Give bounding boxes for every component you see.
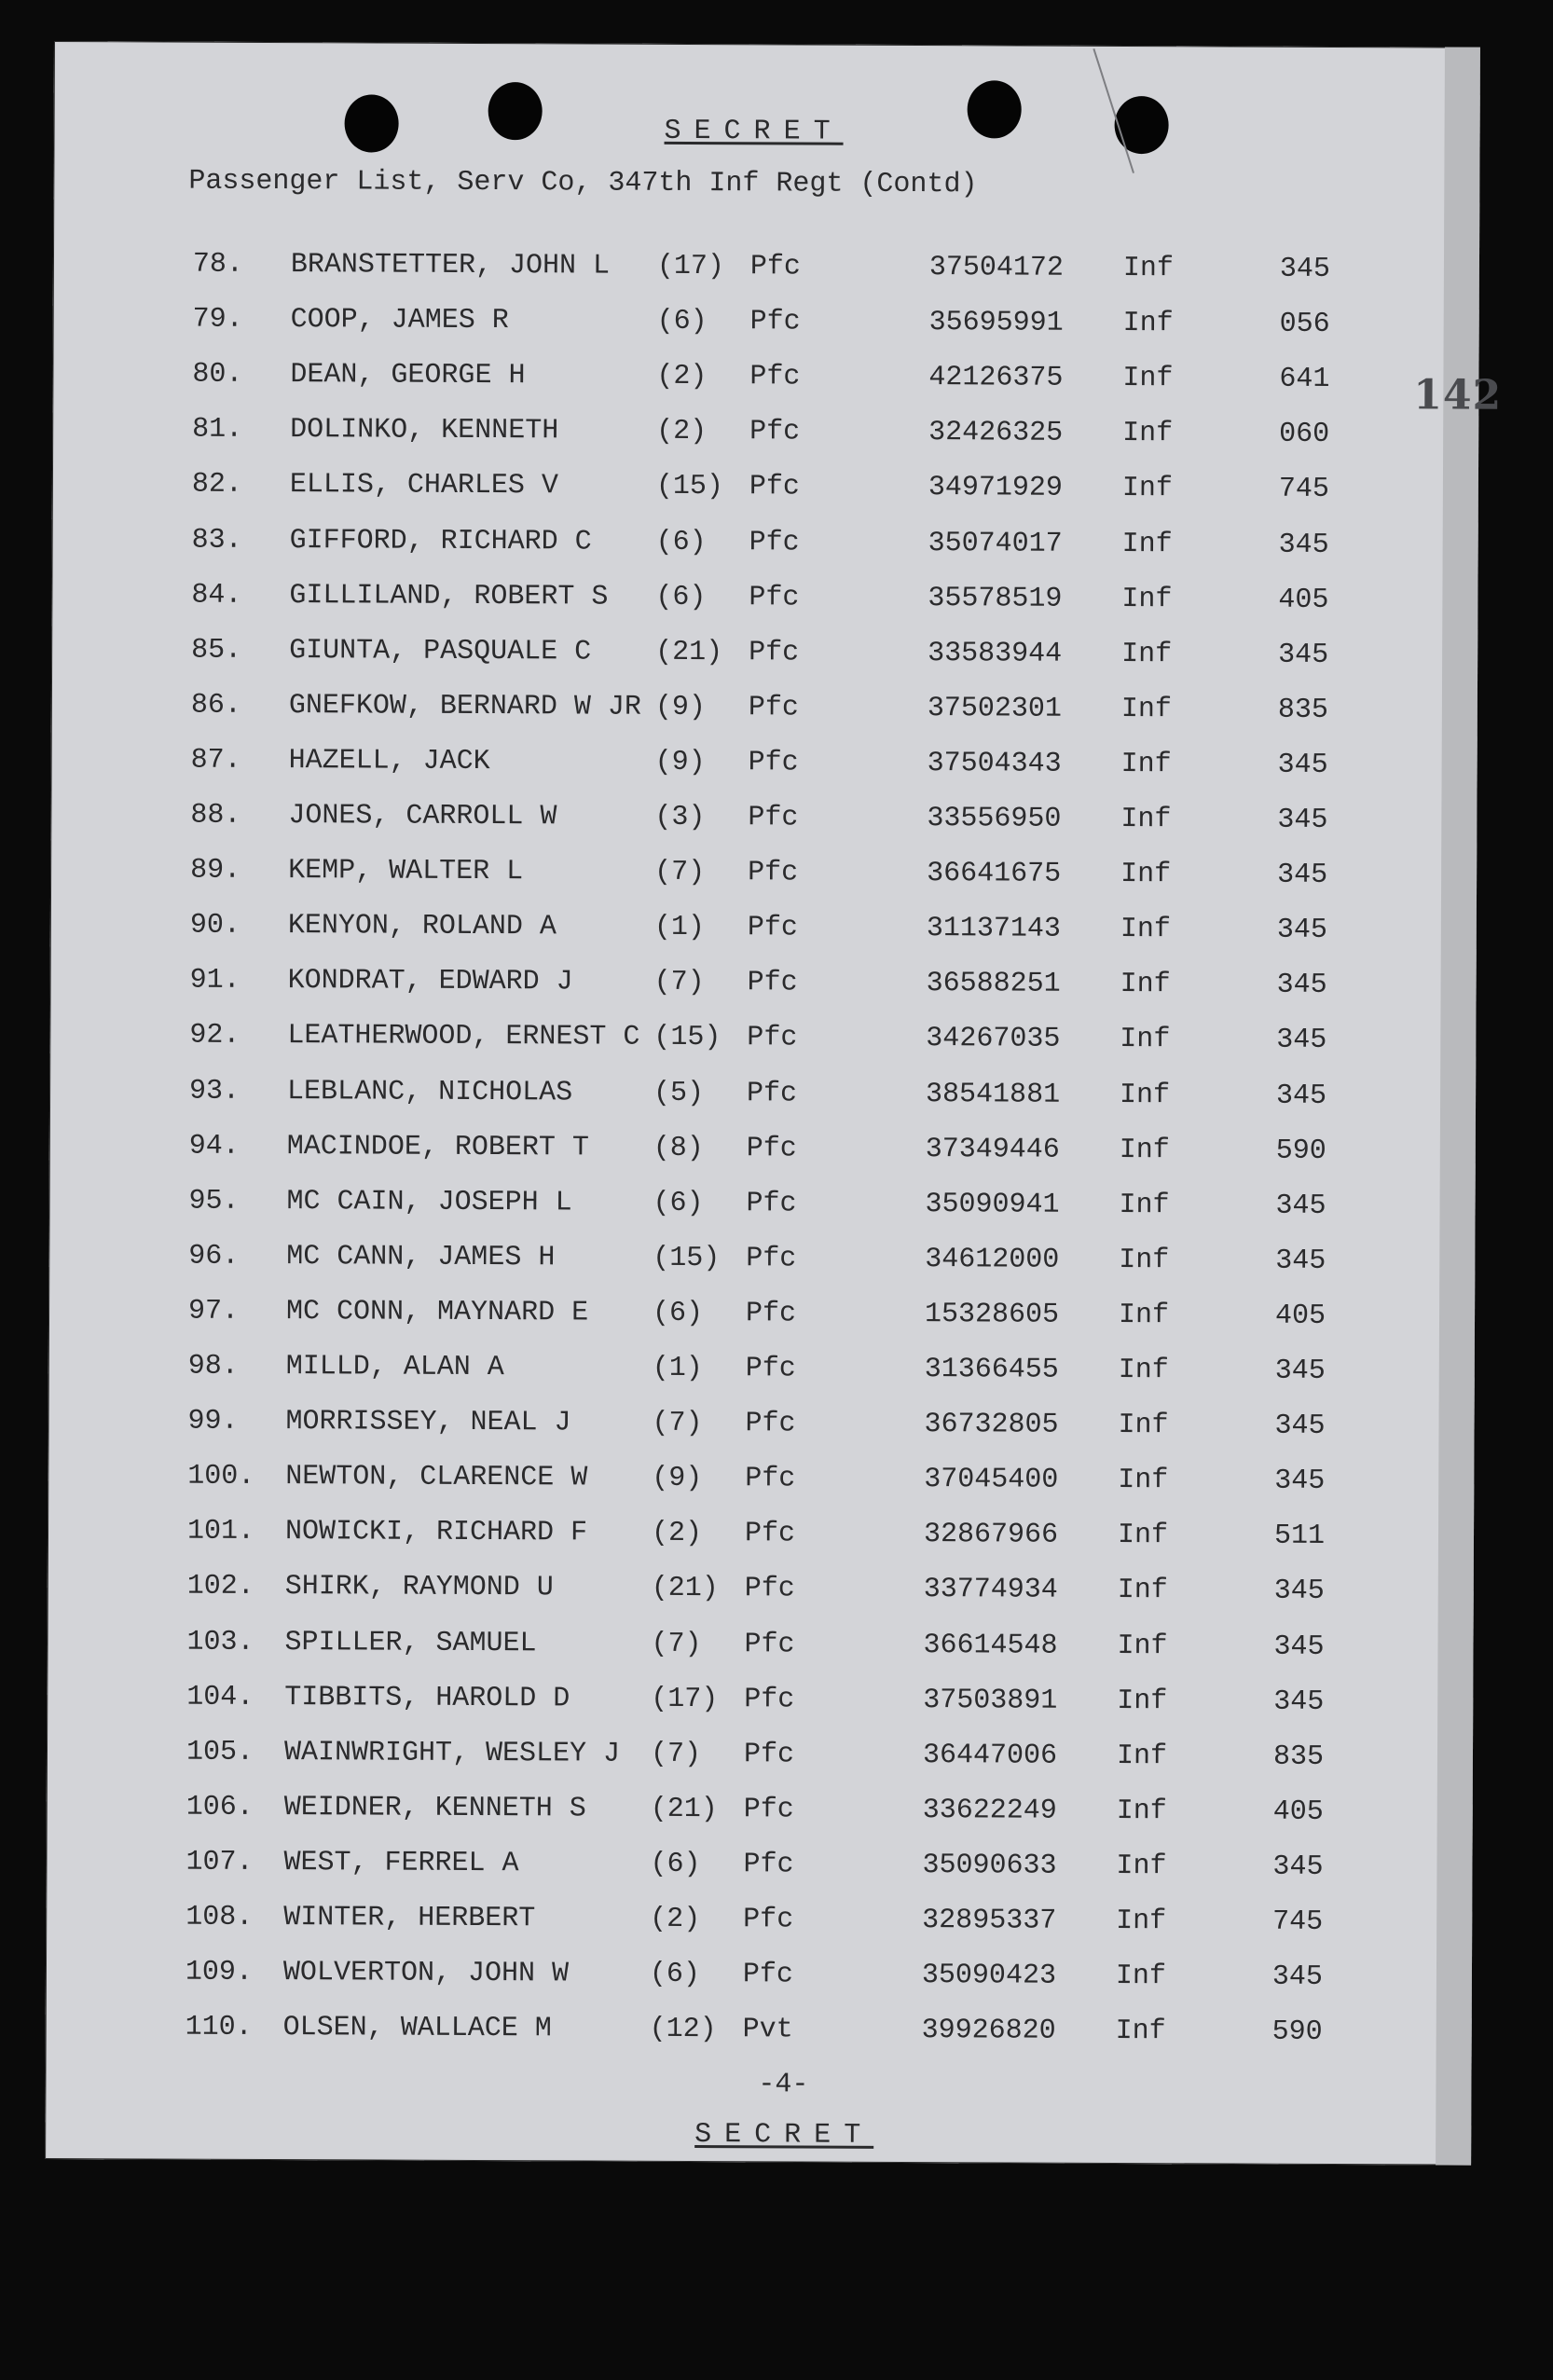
- row-rank: Pfc: [745, 1298, 797, 1330]
- row-arm: Inf: [1120, 1024, 1171, 1056]
- row-mos: 345: [1274, 1465, 1326, 1498]
- row-mos: 641: [1279, 363, 1330, 396]
- row-mos: 405: [1274, 1300, 1326, 1332]
- row-rank: Pfc: [748, 747, 799, 779]
- row-arm: Inf: [1121, 583, 1173, 615]
- row-name: DOLINKO, KENNETH: [290, 414, 559, 447]
- row-number: 106.: [186, 1791, 254, 1823]
- row-age: (7): [651, 1628, 702, 1660]
- row-arm: Inf: [1118, 1465, 1169, 1497]
- row-rank: Pfc: [747, 1022, 798, 1054]
- row-name: ELLIS, CHARLES V: [289, 469, 559, 502]
- row-serial: 36447006: [922, 1739, 1058, 1772]
- row-arm: Inf: [1115, 2015, 1166, 2048]
- row-age: (5): [653, 1077, 705, 1109]
- row-number: 104.: [186, 1681, 254, 1713]
- row-serial: 33622249: [922, 1794, 1057, 1827]
- row-mos: 745: [1278, 474, 1330, 506]
- row-serial: 32426325: [928, 417, 1064, 450]
- row-arm: Inf: [1119, 1134, 1170, 1166]
- row-serial: 37504343: [927, 747, 1062, 780]
- row-rank: Pfc: [743, 1738, 795, 1771]
- row-age: (2): [651, 1518, 703, 1550]
- row-serial: 35090633: [922, 1849, 1057, 1882]
- row-serial: 36732805: [924, 1409, 1059, 1441]
- row-arm: Inf: [1122, 418, 1174, 450]
- row-age: (6): [653, 1187, 704, 1219]
- row-mos: 835: [1272, 1740, 1325, 1773]
- row-rank: Pfc: [745, 1463, 796, 1495]
- row-rank: Pfc: [745, 1353, 796, 1385]
- row-name: GIUNTA, PASQUALE C: [289, 634, 592, 668]
- row-arm: Inf: [1117, 1575, 1168, 1607]
- row-age: (1): [652, 1352, 703, 1385]
- row-name: DEAN, GEORGE H: [290, 359, 526, 392]
- row-mos: 745: [1272, 1905, 1324, 1938]
- row-name: KEMP, WALTER L: [288, 855, 524, 888]
- row-serial: 31137143: [926, 913, 1061, 945]
- row-serial: 36614548: [923, 1629, 1058, 1662]
- row-number: 88.: [190, 799, 241, 832]
- row-number: 103.: [186, 1626, 254, 1658]
- row-name: BRANSTETTER, JOHN L: [290, 249, 611, 282]
- row-mos: 835: [1277, 694, 1328, 726]
- row-arm: Inf: [1119, 1244, 1170, 1277]
- row-serial: 35074017: [928, 527, 1063, 560]
- row-serial: 37502301: [927, 692, 1062, 725]
- row-number: 97.: [187, 1295, 240, 1328]
- row-serial: 34267035: [926, 1023, 1061, 1056]
- row-name: WEIDNER, KENNETH S: [283, 1791, 586, 1825]
- row-rank: Pfc: [744, 1683, 795, 1716]
- row-number: 85.: [191, 634, 242, 667]
- row-mos: 345: [1273, 1685, 1325, 1718]
- row-mos: 405: [1272, 1795, 1324, 1828]
- row-name: SHIRK, RAYMOND U: [284, 1571, 554, 1604]
- row-rank: Pfc: [744, 1628, 795, 1660]
- row-serial: 37045400: [924, 1464, 1059, 1496]
- row-age: (8): [653, 1132, 704, 1164]
- row-rank: Pfc: [747, 912, 798, 944]
- row-rank: Pfc: [748, 692, 799, 724]
- row-rank: Pfc: [749, 251, 802, 283]
- row-serial: 35695991: [928, 307, 1064, 339]
- row-number: 102.: [186, 1571, 254, 1603]
- row-age: (21): [650, 1793, 718, 1825]
- row-mos: 511: [1273, 1520, 1326, 1553]
- row-number: 100.: [187, 1460, 255, 1493]
- row-mos: 345: [1277, 804, 1328, 836]
- row-mos: 345: [1271, 1960, 1324, 1994]
- row-name: COOP, JAMES R: [290, 304, 509, 337]
- row-rank: Pfc: [749, 636, 800, 669]
- row-arm: Inf: [1117, 1630, 1168, 1662]
- row-serial: 35578519: [928, 582, 1063, 615]
- row-number: 101.: [186, 1515, 255, 1548]
- row-age: (7): [652, 1407, 703, 1440]
- row-arm: Inf: [1120, 748, 1172, 781]
- row-mos: 345: [1276, 1080, 1327, 1112]
- row-number: 83.: [191, 524, 242, 557]
- row-number: 80.: [192, 358, 243, 392]
- row-name: GILLILAND, ROBERT S: [289, 579, 609, 613]
- row-name: GNEFKOW, BERNARD W JR: [288, 689, 642, 723]
- row-mos: 345: [1276, 970, 1327, 1002]
- row-mos: 590: [1271, 2015, 1323, 2049]
- row-age: (2): [656, 361, 708, 393]
- row-number: 95.: [188, 1185, 240, 1218]
- row-serial: 15328605: [924, 1298, 1060, 1331]
- row-serial: 35090423: [921, 1960, 1057, 1992]
- row-serial: 31366455: [924, 1354, 1059, 1386]
- row-rank: Pfc: [746, 1243, 797, 1275]
- row-name: MC CANN, JAMES H: [286, 1240, 556, 1274]
- row-name: MACINDOE, ROBERT T: [286, 1130, 589, 1164]
- row-arm: Inf: [1122, 363, 1174, 395]
- row-mos: 590: [1275, 1135, 1326, 1167]
- row-name: WINTER, HERBERT: [283, 1902, 536, 1935]
- row-number: 89.: [190, 854, 241, 887]
- row-name: KENYON, ROLAND A: [287, 910, 557, 943]
- row-rank: Pfc: [749, 361, 801, 393]
- row-name: MILLD, ALAN A: [285, 1351, 504, 1384]
- row-serial: 32867966: [923, 1519, 1059, 1552]
- row-arm: Inf: [1121, 528, 1173, 560]
- row-name: WAINWRIGHT, WESLEY J: [283, 1736, 621, 1770]
- row-arm: Inf: [1117, 1685, 1168, 1717]
- row-arm: Inf: [1116, 1850, 1167, 1883]
- row-mos: 345: [1278, 529, 1329, 561]
- row-name: MC CAIN, JOSEPH L: [286, 1185, 572, 1219]
- row-name: GIFFORD, RICHARD C: [289, 524, 592, 558]
- punch-hole-right-1: [968, 80, 1022, 138]
- row-rank: Pfc: [749, 416, 801, 448]
- row-number: 90.: [189, 909, 241, 942]
- row-mos: 345: [1275, 1245, 1326, 1277]
- row-age: (6): [650, 1848, 701, 1880]
- row-rank: Pfc: [744, 1573, 795, 1605]
- row-arm: Inf: [1122, 308, 1174, 340]
- row-arm: Inf: [1120, 693, 1172, 726]
- row-number: 93.: [189, 1075, 241, 1107]
- row-age: (9): [654, 746, 706, 778]
- row-arm: Inf: [1120, 1079, 1171, 1111]
- row-serial: 42126375: [928, 362, 1064, 394]
- row-serial: 33583944: [928, 637, 1063, 670]
- row-number: 98.: [187, 1350, 239, 1383]
- row-number: 110.: [185, 2011, 253, 2044]
- row-number: 81.: [192, 413, 243, 447]
- row-arm: Inf: [1122, 253, 1175, 285]
- page-number: -4-: [758, 2069, 809, 2101]
- row-arm: Inf: [1117, 1520, 1169, 1552]
- row-mos: 345: [1274, 1355, 1326, 1387]
- row-arm: Inf: [1116, 1905, 1167, 1938]
- row-rank: Pfc: [743, 1904, 794, 1936]
- row-mos: 056: [1279, 308, 1330, 341]
- header-classification: SECRET: [664, 115, 844, 148]
- row-arm: Inf: [1118, 1299, 1170, 1332]
- row-serial: 34612000: [925, 1243, 1060, 1276]
- row-mos: 405: [1278, 584, 1329, 616]
- row-number: 86.: [190, 689, 241, 722]
- row-mos: 345: [1273, 1575, 1325, 1608]
- row-mos: 345: [1279, 253, 1331, 285]
- row-arm: Inf: [1120, 969, 1171, 1001]
- row-age: (6): [655, 526, 707, 558]
- row-name: NOWICKI, RICHARD F: [284, 1516, 588, 1549]
- row-rank: Pfc: [749, 581, 800, 614]
- row-serial: 36588251: [926, 968, 1061, 1001]
- row-serial: 37349446: [925, 1133, 1060, 1166]
- row-number: 99.: [187, 1405, 239, 1438]
- row-arm: Inf: [1121, 638, 1173, 670]
- row-name: HAZELL, JACK: [288, 744, 490, 777]
- row-arm: Inf: [1118, 1354, 1169, 1387]
- row-number: 78.: [192, 248, 244, 281]
- document-page: [45, 41, 1503, 2166]
- row-name: MC CONN, MAYNARD E: [285, 1295, 589, 1329]
- punch-hole-right-2: [1114, 96, 1168, 154]
- row-rank: Pfc: [748, 802, 799, 834]
- row-serial: 37503891: [923, 1684, 1058, 1717]
- row-number: 108.: [186, 1901, 254, 1933]
- row-age: (7): [653, 967, 705, 999]
- stamp-number: 142: [1413, 371, 1503, 420]
- row-mos: 345: [1277, 859, 1328, 892]
- row-rank: Pfc: [749, 471, 801, 503]
- row-name: OLSEN, WALLACE M: [282, 2012, 552, 2045]
- row-arm: Inf: [1116, 1795, 1167, 1828]
- row-age: (9): [654, 691, 706, 723]
- row-arm: Inf: [1119, 1189, 1170, 1221]
- row-mos: 060: [1279, 419, 1330, 451]
- row-rank: Pfc: [742, 1959, 794, 1991]
- row-arm: Inf: [1120, 804, 1172, 836]
- row-name: MORRISSEY, NEAL J: [285, 1406, 571, 1439]
- row-age: (21): [655, 636, 723, 668]
- row-rank: Pfc: [746, 1132, 797, 1165]
- row-rank: Pfc: [747, 1077, 798, 1109]
- row-arm: Inf: [1118, 1410, 1169, 1442]
- row-rank: Pfc: [744, 1518, 796, 1550]
- punch-hole-left-2: [488, 82, 543, 140]
- row-serial: 37504172: [928, 252, 1065, 284]
- row-age: (7): [654, 856, 706, 889]
- punch-hole-left-1: [344, 94, 398, 152]
- row-arm: Inf: [1120, 859, 1172, 891]
- row-serial: 33774934: [923, 1574, 1058, 1607]
- row-name: SPILLER, SAMUEL: [284, 1626, 537, 1659]
- row-age: (15): [653, 1022, 722, 1054]
- row-age: (6): [649, 1958, 701, 1991]
- row-age: (17): [656, 250, 725, 283]
- row-number: 87.: [190, 744, 241, 777]
- row-name: NEWTON, CLARENCE W: [285, 1461, 588, 1494]
- row-name: JONES, CARROLL W: [288, 800, 557, 833]
- row-mos: 345: [1273, 1630, 1325, 1663]
- row-name: WOLVERTON, JOHN W: [282, 1957, 570, 1990]
- row-age: (2): [650, 1903, 701, 1936]
- row-mos: 345: [1277, 749, 1328, 781]
- row-number: 96.: [188, 1240, 240, 1273]
- row-rank: Pfc: [749, 526, 800, 558]
- row-number: 79.: [192, 303, 243, 336]
- row-name: LEBLANC, NICHOLAS: [287, 1075, 573, 1108]
- row-mos: 345: [1272, 1850, 1324, 1883]
- row-name: WEST, FERREL A: [283, 1846, 519, 1880]
- row-age: (2): [656, 416, 708, 448]
- row-age: (7): [650, 1738, 702, 1770]
- row-age: (15): [653, 1242, 721, 1274]
- row-serial: 36641675: [927, 858, 1062, 890]
- row-arm: Inf: [1121, 473, 1174, 505]
- row-serial: 33556950: [927, 803, 1062, 835]
- row-mos: 345: [1276, 1025, 1327, 1057]
- row-serial: 34971929: [928, 472, 1064, 505]
- row-age: (21): [651, 1573, 719, 1605]
- row-age: (6): [652, 1297, 704, 1329]
- row-age: (6): [656, 305, 708, 338]
- row-number: 91.: [189, 964, 241, 997]
- row-rank: Pfc: [745, 1408, 796, 1440]
- row-number: 84.: [191, 579, 242, 612]
- row-rank: Pfc: [743, 1849, 794, 1881]
- row-rank: Pfc: [743, 1794, 794, 1826]
- row-number: 82.: [191, 469, 243, 502]
- row-rank: Pfc: [747, 967, 798, 999]
- row-arm: Inf: [1116, 1740, 1168, 1772]
- row-age: (9): [652, 1463, 703, 1495]
- row-name: KONDRAT, EDWARD J: [287, 965, 573, 998]
- footer-classification: SECRET: [694, 2119, 874, 2152]
- row-rank: Pfc: [748, 857, 799, 889]
- row-number: 105.: [186, 1736, 254, 1768]
- row-mos: 345: [1278, 639, 1329, 671]
- row-number: 92.: [189, 1020, 241, 1052]
- row-rank: Pfc: [746, 1187, 797, 1220]
- row-number: 109.: [185, 1956, 254, 1989]
- row-age: (1): [653, 912, 705, 944]
- row-mos: 345: [1274, 1410, 1326, 1443]
- row-name: LEATHERWOOD, ERNEST C: [287, 1020, 640, 1054]
- list-subtitle: Passenger List, Serv Co, 347th Inf Regt (Contd): [188, 165, 978, 201]
- row-age: (17): [651, 1683, 719, 1715]
- row-age: (3): [654, 801, 706, 834]
- row-serial: 32895337: [922, 1905, 1057, 1937]
- row-name: TIBBITS, HAROLD D: [284, 1681, 570, 1715]
- row-mos: 345: [1275, 1190, 1326, 1222]
- row-serial: 35090941: [925, 1188, 1060, 1221]
- row-age: (6): [655, 581, 707, 613]
- row-arm: Inf: [1120, 914, 1171, 946]
- row-age: (12): [649, 2013, 717, 2046]
- row-serial: 39926820: [921, 2015, 1056, 2047]
- row-rank: Pfc: [749, 306, 801, 338]
- row-rank: Pvt: [742, 2014, 793, 2046]
- row-number: 94.: [188, 1130, 240, 1162]
- row-serial: 38541881: [926, 1078, 1061, 1111]
- row-arm: Inf: [1115, 1960, 1167, 1993]
- row-age: (15): [655, 471, 724, 503]
- row-mos: 345: [1276, 914, 1327, 947]
- row-number: 107.: [186, 1846, 254, 1878]
